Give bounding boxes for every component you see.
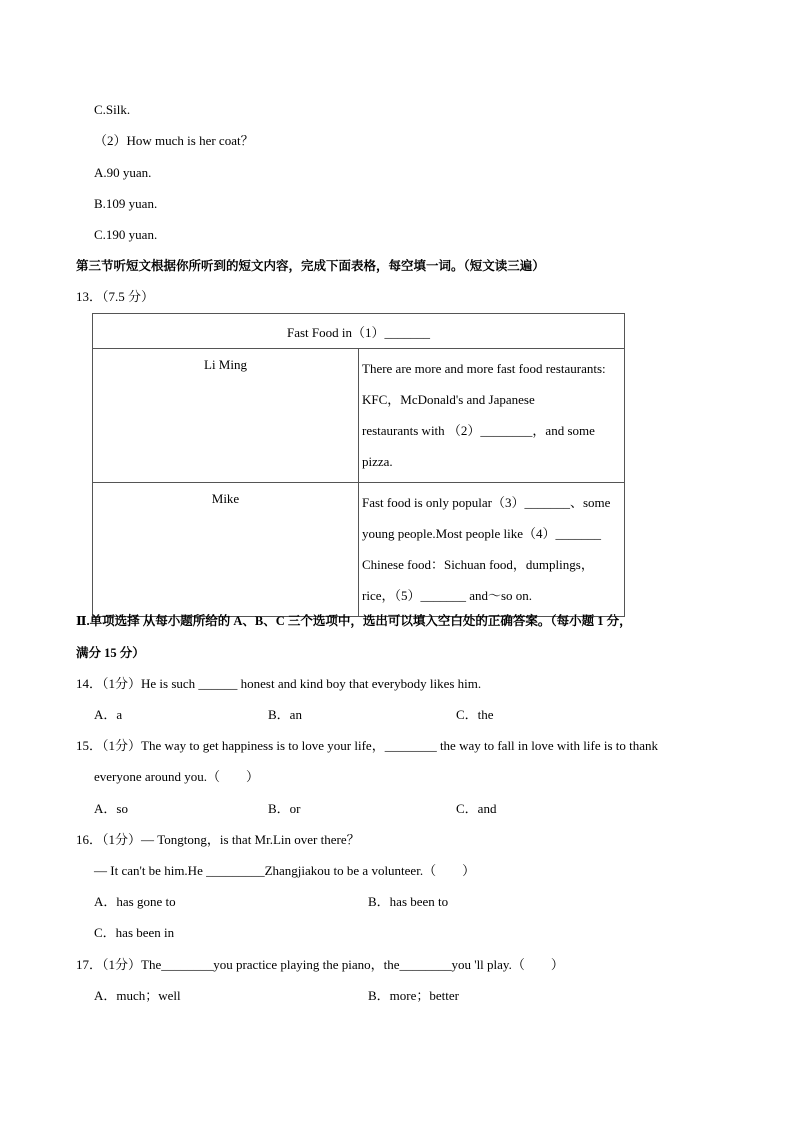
q15-option-a: A．so [94, 801, 128, 816]
table-header: Fast Food in（1）_______ [93, 314, 625, 349]
description-line: pizza. [362, 454, 393, 469]
part-2-heading: Ⅱ.单项选择 从每小题所给的 A、B、C 三个选项中，选出可以填入空白处的正确答案。（每小题 1 分， [76, 614, 632, 628]
question-17-stem: 17．（1分）The________you practice playing the piano，the________you 'll play.（ ） [76, 957, 564, 972]
option-c-silk: C.Silk. [94, 102, 131, 117]
question-12-sub-2: （2）How much is her coat？ [94, 133, 254, 148]
q15-option-b: B．or [268, 801, 301, 816]
row-name: Mike [93, 483, 359, 617]
question-13-label: 13．（7.5 分） [76, 289, 155, 304]
fast-food-table [92, 313, 625, 617]
question-15-stem-cont: everyone around you.（ ） [94, 769, 259, 784]
row-description [359, 349, 625, 483]
row-name: Li Ming [93, 349, 359, 483]
row-description [359, 483, 625, 617]
question-14-stem: 14．（1分）He is such ______ honest and kind boy that everybody likes him. [76, 676, 482, 691]
description-line: KFC，McDonald's and Japanese [362, 392, 535, 407]
q14-option-c: C．the [456, 707, 494, 722]
question-15-stem: 15．（1分）The way to get happiness is to love your life，________ the way to fall in love with life is to thank [76, 738, 659, 753]
q16-option-a: A．has gone to [94, 894, 176, 909]
q14-option-b: B．an [268, 707, 302, 722]
option-c: C.190 yuan. [94, 227, 158, 242]
q17-option-a: A．much；well [94, 988, 181, 1003]
option-b: B.109 yuan. [94, 196, 158, 211]
q16-option-c: C．has been in [94, 925, 175, 940]
description-line: Fast food is only popular（3）_______、some [362, 495, 611, 510]
description-line: Chinese food：Sichuan food，dumplings， [362, 557, 594, 572]
q16-option-b: B．has been to [368, 894, 449, 909]
option-a: A.90 yuan. [94, 165, 152, 180]
question-16-stem: 16．（1分）— Tongtong，is that Mr.Lin over there？ [76, 832, 360, 847]
question-16-stem-cont: — It can't be him.He _________Zhangjiakou to be a volunteer.（ ） [94, 863, 476, 878]
description-line: There are more and more fast food restaurants: [362, 361, 606, 376]
q17-option-b: B．more；better [368, 988, 459, 1003]
q14-option-a: A．a [94, 707, 123, 722]
part-2-heading-cont: 满分 15 分） [76, 646, 145, 660]
table-row [93, 349, 625, 483]
description-line: rice，（5）_______ and～so on. [362, 588, 533, 603]
description-line: young people.Most people like（4）_______ [362, 526, 602, 541]
section-3-instruction: 第三节听短文根据你所听到的短文内容，完成下面表格，每空填一词。（短文读三遍） [76, 259, 545, 273]
table-row [93, 483, 625, 617]
description-line: restaurants with （2）________，and some [362, 423, 595, 438]
q15-option-c: C．and [456, 801, 497, 816]
